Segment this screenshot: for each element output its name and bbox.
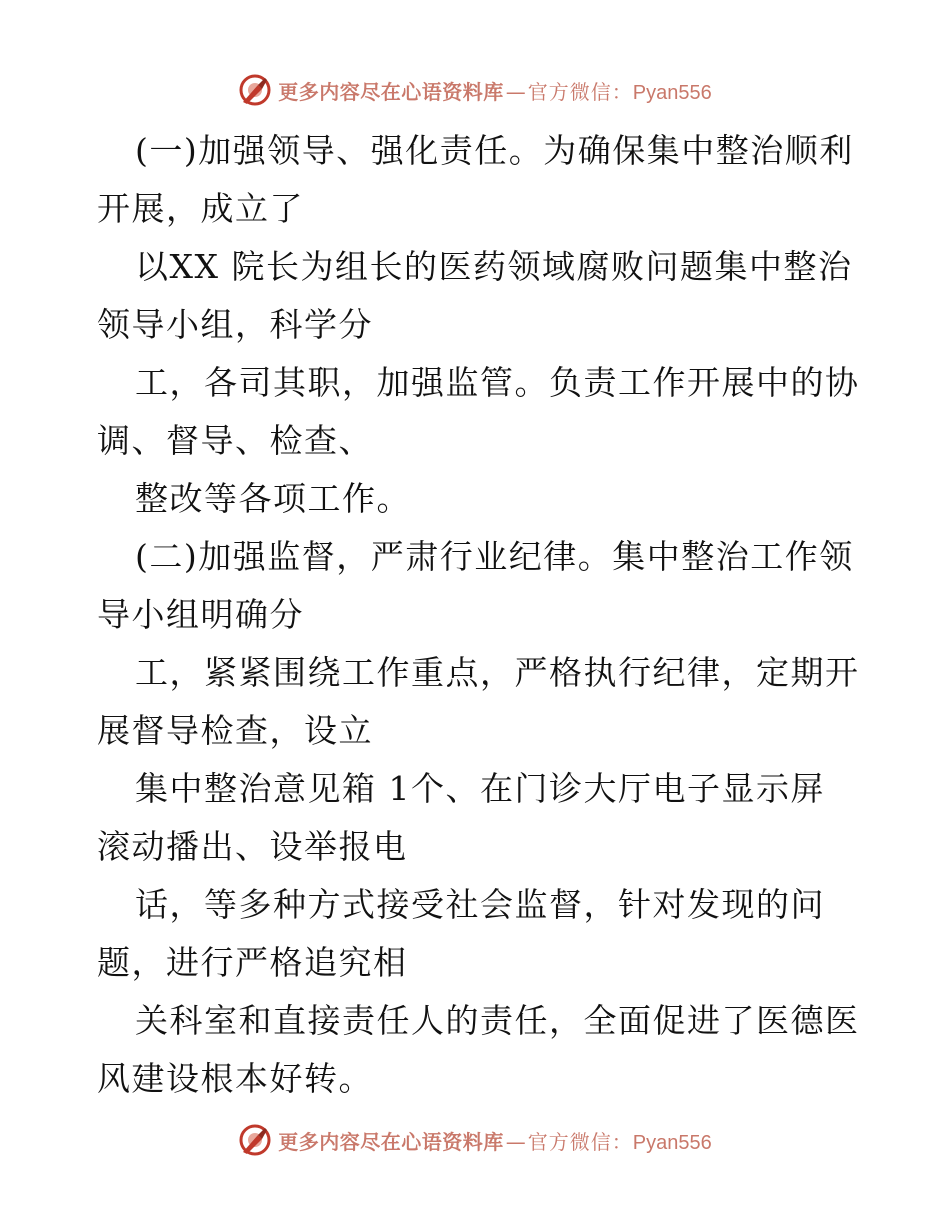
footer-banner-inner xyxy=(238,1123,711,1157)
body-line: 工，紧紧围绕工作重点，严格执行纪律，定期开 xyxy=(135,653,860,692)
pen-logo-icon xyxy=(238,1123,272,1157)
body-line: 关科室和直接责任人的责任，全面促进了医德医 xyxy=(135,1001,860,1040)
body-line: 题，进行严格追究相 xyxy=(97,943,408,982)
body-line: 话，等多种方式接受社会监督，针对发现的问 xyxy=(135,885,825,924)
header-banner-sub: 官方微信： xyxy=(527,79,633,104)
footer-banner-main: 更多内容尽在心语资料库 xyxy=(278,1129,504,1154)
header-banner xyxy=(0,70,950,110)
body-line: 开展，成立了 xyxy=(97,189,304,228)
footer-banner xyxy=(0,1120,950,1160)
body-line: 滚动播出、设举报电 xyxy=(97,827,408,866)
body-line: 以XX 院长为组长的医药领域腐败问题集中整治 xyxy=(135,247,853,286)
body-line: 导小组明确分 xyxy=(97,595,304,634)
document-body xyxy=(97,122,860,1108)
header-banner-main: 更多内容尽在心语资料库 xyxy=(278,79,504,104)
header-banner-inner xyxy=(238,73,711,107)
footer-banner-sep: — xyxy=(505,1129,526,1154)
header-banner-sep: — xyxy=(505,79,526,104)
header-banner-text xyxy=(278,76,711,105)
body-line: 展督导检查，设立 xyxy=(97,711,373,750)
body-line: 领导小组，科学分 xyxy=(97,305,373,344)
footer-banner-text xyxy=(278,1126,711,1155)
pen-logo-icon xyxy=(238,73,272,107)
body-line: 集中整治意见箱 1个、在门诊大厅电子显示屏 xyxy=(135,769,825,808)
body-line: 调、督导、检查、 xyxy=(97,421,373,460)
body-line: (二)加强监督，严肃行业纪律。集中整治工作领 xyxy=(135,537,854,576)
header-banner-id: Pyan556 xyxy=(632,81,712,104)
footer-banner-id: Pyan556 xyxy=(632,1131,712,1154)
body-line: 风建设根本好转。 xyxy=(97,1059,373,1098)
footer-banner-sub: 官方微信： xyxy=(527,1129,633,1154)
body-line: 整改等各项工作。 xyxy=(135,479,411,518)
body-line: (一)加强领导、强化责任。为确保集中整治顺利 xyxy=(135,131,854,170)
body-line: 工，各司其职，加强监管。负责工作开展中的协 xyxy=(135,363,860,402)
